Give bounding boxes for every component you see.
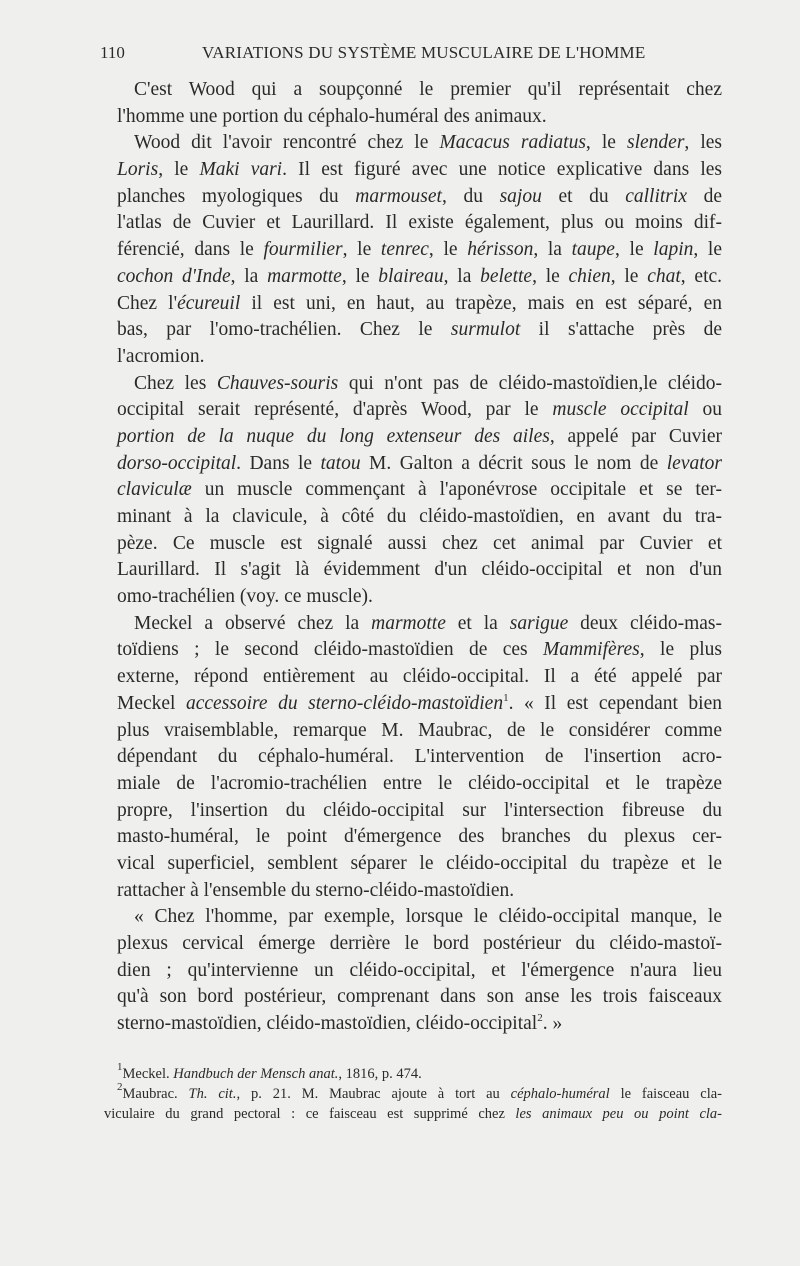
text-line bbox=[117, 237, 722, 264]
text-line bbox=[117, 210, 722, 237]
text-line bbox=[117, 371, 722, 398]
italic-text: Handbuch der Mensch anat. bbox=[173, 1066, 339, 1082]
text-run: il s'attache près de bbox=[520, 319, 722, 341]
text-run: Meckel. bbox=[122, 1066, 174, 1082]
text-run: , le bbox=[158, 159, 200, 181]
italic-text: blaireau bbox=[378, 265, 444, 287]
text-run: omo-trachélien (voy. ce muscle). bbox=[117, 586, 373, 608]
italic-text: chat bbox=[647, 265, 681, 287]
text-line bbox=[117, 744, 722, 771]
text-run: , du bbox=[441, 185, 500, 207]
text-run: , le bbox=[532, 265, 569, 287]
italic-text: chien bbox=[568, 265, 611, 287]
running-title: VARIATIONS DU SYSTÈME MUSCULAIRE DE L'HOMME bbox=[202, 43, 646, 62]
text-run: , la bbox=[230, 265, 268, 287]
text-line bbox=[117, 77, 722, 104]
text-run: minant à la clavicule, à côté du cléido-mastoïdien, en avant du tra- bbox=[117, 506, 722, 527]
italic-text: tenrec bbox=[380, 239, 429, 261]
footnote-marker: 2 bbox=[117, 1081, 123, 1093]
text-run: de bbox=[686, 185, 722, 207]
text-run: planches myologiques du bbox=[117, 185, 356, 207]
text-run: , le plus bbox=[639, 639, 722, 661]
text-run: miale de l'acromio-trachélien entre le cléido-occipital et le trapèze bbox=[117, 772, 722, 794]
text-run: « Chez l'homme, par exemple, lorsque le cléido-occipital manque, le bbox=[134, 906, 722, 928]
italic-text: cochon d'Inde bbox=[117, 265, 231, 287]
text-run: , le bbox=[341, 265, 379, 287]
text-line bbox=[117, 477, 722, 504]
text-line bbox=[117, 878, 722, 905]
italic-text: surmulot bbox=[450, 319, 521, 341]
italic-text: tatou bbox=[320, 452, 361, 474]
text-line bbox=[117, 344, 722, 371]
footnote-marker: 1 bbox=[117, 1061, 123, 1073]
italic-text: Maki vari bbox=[199, 159, 283, 181]
text-run: Meckel a observé chez la bbox=[134, 612, 372, 634]
running-header bbox=[100, 43, 722, 67]
text-run: vical superficiel, semblent séparer le cléido-occipital du trapèze et le bbox=[117, 852, 722, 874]
text-run: et la bbox=[445, 612, 510, 634]
text-line bbox=[117, 184, 722, 211]
text-line bbox=[117, 824, 722, 851]
text-line bbox=[117, 451, 722, 478]
text-run: . Il est figuré avec une notice explicative dans les bbox=[282, 159, 722, 181]
text-line bbox=[117, 424, 722, 451]
text-line bbox=[117, 664, 722, 691]
text-run: . « Il est cependant bien bbox=[508, 692, 722, 714]
text-run: Meckel bbox=[117, 692, 186, 714]
italic-text: Chauves-souris bbox=[216, 372, 339, 394]
text-run: dépendant du céphalo-huméral. L'intervention de l'insertion acro- bbox=[117, 746, 722, 768]
text-run: il est uni, en haut, au trapèze, mais en est séparé, en bbox=[240, 292, 722, 314]
italic-text: sajou bbox=[499, 185, 542, 207]
text-run: , p. 21. M. Maubrac ajoute à tort au bbox=[236, 1086, 511, 1102]
footnote-line bbox=[104, 1081, 723, 1104]
italic-text: sarigue bbox=[509, 612, 569, 634]
text-line bbox=[117, 557, 722, 584]
text-run: sterno-mastoïdien, cléido-mastoïdien, cléido-occipital bbox=[117, 1013, 538, 1035]
italic-text: lapin bbox=[653, 239, 694, 261]
text-run: , le bbox=[614, 239, 654, 261]
text-line bbox=[117, 904, 722, 931]
text-run: , etc. bbox=[680, 265, 723, 287]
text-run: occipital serait représenté, d'après Wood, par le bbox=[117, 399, 553, 421]
text-line bbox=[117, 397, 722, 424]
text-run: dien ; qu'intervienne un cléido-occipital, et l'émergence n'aura lieu bbox=[117, 959, 722, 981]
text-line bbox=[117, 317, 722, 344]
italic-text: slender bbox=[627, 132, 685, 154]
italic-text: muscle occipital bbox=[552, 399, 689, 421]
text-run: externe, répond entièrement au cléido-occipital. Il a été appelé par bbox=[117, 666, 722, 688]
text-run: . » bbox=[542, 1013, 563, 1035]
italic-text: Loris bbox=[117, 159, 159, 181]
italic-text: Th. cit. bbox=[188, 1086, 237, 1102]
italic-text: céphalo-huméral bbox=[510, 1086, 610, 1102]
text-line bbox=[117, 798, 722, 825]
text-run: deux cléido-mas- bbox=[568, 612, 722, 634]
text-run: , le bbox=[342, 239, 381, 261]
text-line bbox=[117, 851, 722, 878]
italic-text: taupe bbox=[571, 239, 615, 261]
text-run: , le bbox=[693, 239, 723, 261]
text-run: propre, l'insertion du cléido-occipital sur l'intersection fibreuse du bbox=[117, 799, 722, 821]
text-run: , la bbox=[533, 239, 572, 261]
body-text bbox=[117, 77, 722, 1038]
text-run: rattacher à l'ensemble du sterno-cléido-mastoïdien. bbox=[117, 879, 515, 901]
text-line bbox=[117, 958, 722, 985]
text-run: qui n'ont pas de cléido-mastoïdien,le cléido- bbox=[338, 372, 722, 394]
text-line bbox=[117, 104, 722, 131]
italic-text: callitrix bbox=[625, 185, 687, 207]
text-run: , le bbox=[428, 239, 468, 261]
text-run: férencié, dans le bbox=[117, 239, 264, 261]
text-run: plus vraisemblable, remarque M. Maubrac, de le considérer comme bbox=[117, 719, 722, 741]
text-line bbox=[117, 611, 722, 638]
text-line bbox=[117, 931, 722, 958]
text-line bbox=[117, 130, 722, 157]
text-line bbox=[117, 584, 722, 611]
text-line bbox=[117, 637, 722, 664]
italic-text: les animaux peu ou point cla- bbox=[515, 1106, 722, 1122]
italic-text: fourmilier bbox=[263, 239, 343, 261]
text-run: . Dans le bbox=[236, 452, 321, 474]
text-line bbox=[117, 157, 722, 184]
text-run: bas, par l'omo-trachélien. Chez le bbox=[117, 319, 451, 341]
italic-text: marmotte bbox=[267, 265, 342, 287]
italic-text: marmotte bbox=[371, 612, 446, 634]
italic-text: Mammifères bbox=[543, 639, 640, 661]
text-run: plexus cervical émerge derrière le bord postérieur du cléido-mastoï- bbox=[117, 933, 722, 954]
text-run: Wood dit l'avoir rencontré chez le bbox=[134, 132, 440, 154]
text-line bbox=[117, 531, 722, 558]
text-run: Chez les bbox=[134, 372, 217, 394]
text-run: pèze. Ce muscle est signalé aussi chez cet animal par Cuvier et bbox=[117, 532, 722, 554]
italic-text: levator bbox=[666, 452, 722, 474]
text-run: , le bbox=[610, 265, 648, 287]
text-line bbox=[117, 291, 722, 318]
text-run: ou bbox=[688, 399, 722, 421]
italic-text: claviculæ bbox=[117, 479, 192, 501]
text-line bbox=[117, 504, 722, 531]
text-run: , appelé par Cuvier bbox=[549, 425, 723, 447]
text-line bbox=[117, 771, 722, 798]
italic-text: Macacus radiatus bbox=[439, 132, 586, 154]
text-line bbox=[117, 264, 722, 291]
text-run: et du bbox=[541, 185, 626, 207]
text-run: l'homme une portion du céphalo-huméral des animaux. bbox=[117, 105, 547, 127]
italic-text: marmouset bbox=[355, 185, 442, 207]
text-run: l'atlas de Cuvier et Laurillard. Il existe également, plus ou moins dif- bbox=[117, 212, 722, 234]
text-run: Chez l' bbox=[117, 292, 178, 314]
footnote-line bbox=[104, 1061, 722, 1084]
text-run: toïdiens ; le second cléido-mastoïdien de ces bbox=[117, 639, 544, 661]
italic-text: hérisson bbox=[467, 239, 534, 261]
italic-text: accessoire du sterno-cléido-mastoïdien bbox=[186, 692, 504, 714]
text-run: le faisceau cla- bbox=[609, 1086, 723, 1102]
text-run: M. Galton a décrit sous le nom de bbox=[360, 452, 667, 474]
text-run: un muscle commençant à l'aponévrose occipitale et se ter- bbox=[191, 479, 722, 501]
text-run: masto-huméral, le point d'émergence des branches du plexus cer- bbox=[117, 826, 722, 848]
italic-text: écureuil bbox=[177, 292, 241, 314]
text-run: , les bbox=[684, 132, 723, 154]
footnote-marker: 2 bbox=[537, 1012, 543, 1025]
text-run: viculaire du grand pectoral : ce faisceau est supprimé chez bbox=[104, 1106, 516, 1122]
text-run: l'acromion. bbox=[117, 345, 205, 367]
footnote-marker: 1 bbox=[503, 691, 509, 704]
text-run: qu'à son bord postérieur, comprenant dans son anse les trois faisceaux bbox=[117, 986, 722, 1008]
footnote-line bbox=[104, 1104, 722, 1124]
text-line bbox=[117, 984, 722, 1011]
italic-text: portion de la nuque du long extenseur des ailes bbox=[117, 425, 550, 447]
text-run: Laurillard. Il s'agit là évidemment d'un cléido-occipital et non d'un bbox=[117, 559, 722, 581]
text-line bbox=[117, 718, 722, 745]
text-run: Maubrac. bbox=[122, 1086, 189, 1102]
footnotes bbox=[104, 1061, 723, 1124]
italic-text: belette bbox=[480, 265, 533, 287]
text-run: , 1816, p. 474. bbox=[338, 1066, 422, 1082]
text-line bbox=[117, 691, 722, 718]
text-line bbox=[117, 1011, 722, 1038]
page-number: 110 bbox=[100, 43, 125, 62]
text-run: , la bbox=[443, 265, 481, 287]
text-run: , le bbox=[585, 132, 627, 154]
italic-text: dorso-occipital bbox=[117, 452, 237, 474]
text-run: C'est Wood qui a soupçonné le premier qu'il représentait chez bbox=[134, 79, 722, 100]
